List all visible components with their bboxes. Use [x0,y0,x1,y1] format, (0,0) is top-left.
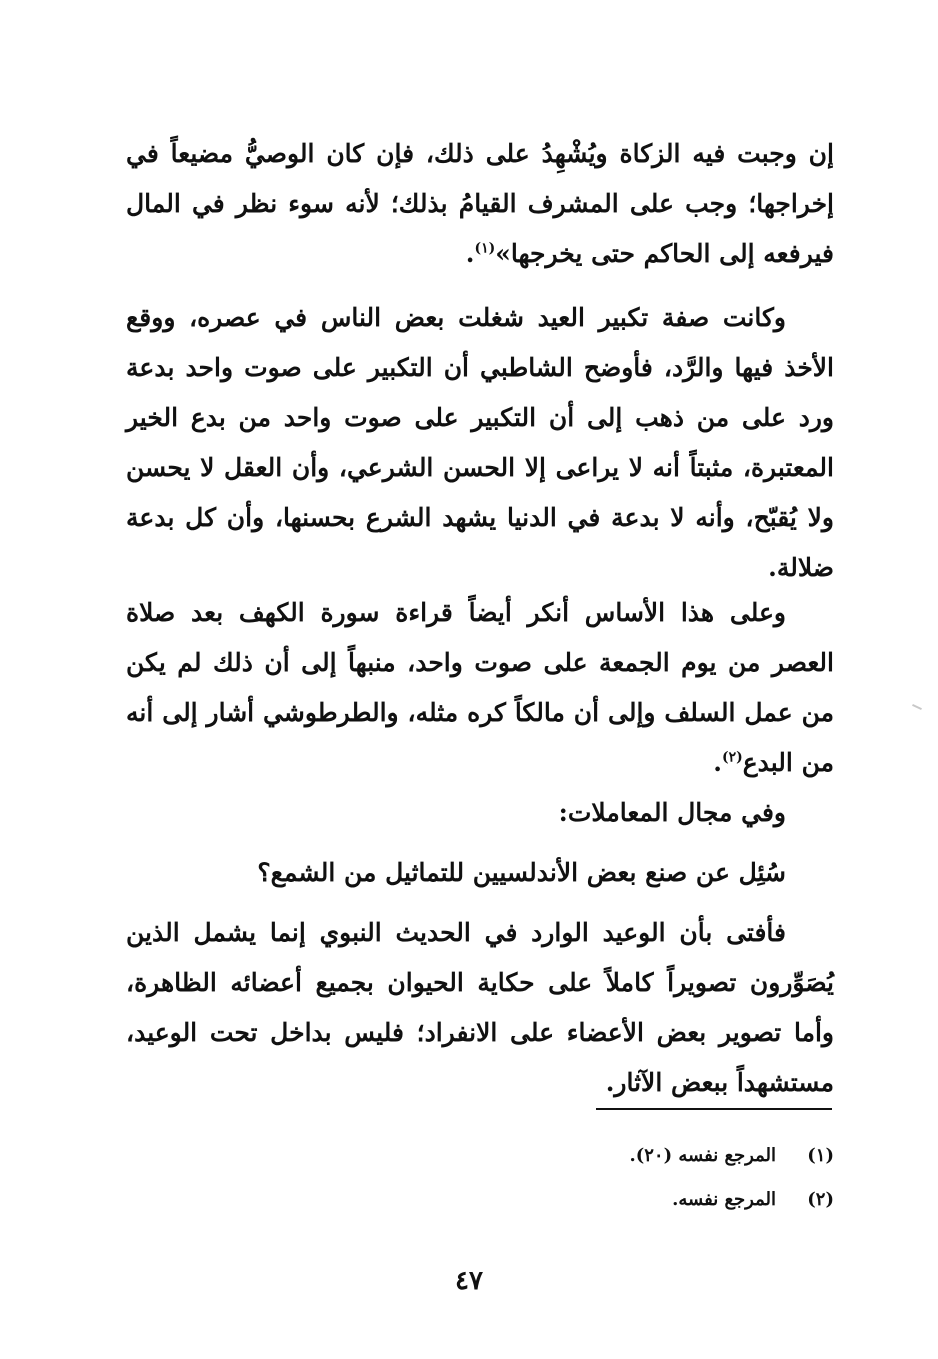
footnote-2-text: المرجع نفسه. [672,1189,776,1210]
paragraph-1-end: . [465,239,475,268]
footnote-2-number: (٢) [807,1189,834,1210]
footnote-reference-2: (٢) [721,749,743,766]
paragraph-surat-al-kahf [126,588,834,788]
footnote-1 [534,1142,834,1170]
footnote-divider [596,1108,832,1110]
section-heading-transactions: وفي مجال المعاملات: [558,798,786,827]
page-number: ٤٧ [455,1266,483,1296]
paragraph-3-end: . [713,748,722,777]
paragraph-fatwa-images: فأفتى بأن الوعيد الوارد في الحديث النبوي إنما يشمل الذين يُصَوِّرون تصويراً كاملاً على حكاية الحيوان بجميع أعضائه الظاهرة، وأما تصوير بعض الأعضاء على الانفراد؛ فليس بداخل تحت الوعيد، مستشهداً ببعض الآثار. [126,918,834,1097]
scan-mark [912,704,922,710]
footnote-reference-1: (١) [474,240,496,257]
footnote-1-text: المرجع نفسه (٢٠). [629,1145,776,1166]
paragraph-zakat-continuation [126,129,834,279]
paragraph-3-text: وعلى هذا الأساس أنكر أيضاً قراءة سورة الكهف بعد صلاة العصر من يوم الجمعة على صوت واحد، منبهاً إلى أن ذلك لم يكن من عمل السلف وإلى أن مالكاً كره مثله، والطرطوشي أشار إلى أنه من البدع [126,598,834,777]
paragraph-1-text: إن وجبت فيه الزكاة ويُشْهِدُ على ذلك، فإن كان الوصيُّ مضيعاً في إخراجها؛ وجب على المشرف القيامُ بذلك؛ لأنه سوء نظر في المال فيرفعه إلى الحاكم حتى يخرجها» [126,139,834,268]
footnote-1-number: (١) [807,1145,834,1166]
question-wax-statues: سُئِل عن صنع بعض الأندلسيين للتماثيل من الشمع؟ [257,858,786,887]
paragraph-eid-takbir: وكانت صفة تكبير العيد شغلت بعض الناس في عصره، ووقع الأخذ فيها والرَّد، فأوضح الشاطبي أن التكبير على صوت واحد بدعة ورد على من ذهب إلى أن التكبير على صوت واحد من بدع الخير المعتبرة، مثبتاً أنه لا يراعى إلا الحسن الشرعي، وأن العقل لا يحسن ولا يُقبّح، وأنه لا بدعة في الدنيا يشهد الشرع بحسنها، وأن كل بدعة ضلالة. [126,303,834,582]
footnote-2 [534,1186,834,1214]
